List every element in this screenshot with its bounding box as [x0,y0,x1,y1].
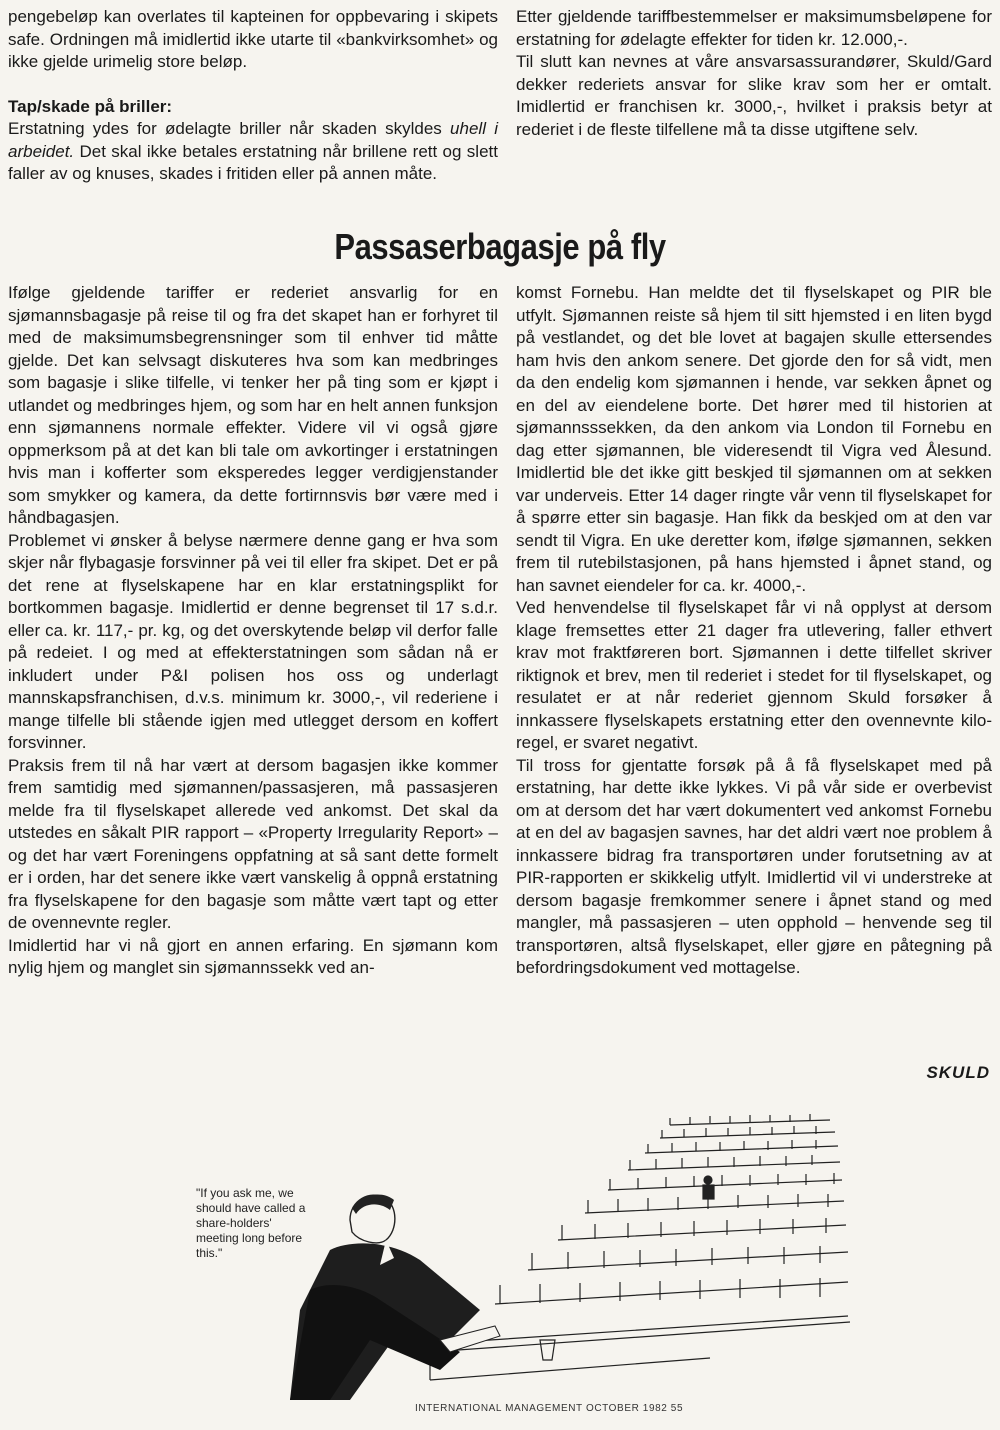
top-right-column [516,6,992,141]
glasses-text-after: Det skal ikke betales erstatning når brillene rett og slett faller av og knuses, skades i fritiden eller på annen måte. [8,141,498,183]
glasses-text-italic: uhell i arbeidet. [8,119,498,161]
glasses-subheading: Tap/skade på briller: [8,96,173,116]
article-title: Passaserbagasje på fly [334,226,666,267]
distant-figure [703,1176,714,1199]
article-paragraph: Til tross for gjentatte forsøk på å få flyselskapet med på erstatning, har dette ikke lykkes. Vi på vår side er overbevist om at dersom det har vært dokumentert ved ankomst Fornebu at en del av bagasjen savnes, har det aldri vært noe problem å innkassere bidrag fra transportøren under forutsetning av at PIR-rapporten er skikkelig utfylt. Imidlertid vil vi understreke at dersom bagasje fremkommer senere i åpnet stand og med mangler, må passasjeren – uten opphold – henvende seg til transportøren, altså flyselskapet, eller gjøre en påtegning på befordringsdokument ved mottagelse. [516,755,992,977]
article-paragraph: Problemet vi ønsker å belyse nærmere denne gang er hva som skjer når flybagasje forsvinner på vei til eller fra skipet. Det er på det rene at flyselskapene har en klar erstatningsplikt for bortkommen bagasje. Imidlertid er denne begrenset til 17 s.d.r. eller ca. kr. 117,- pr. kg, og det overskytende beløp vil derfor falle på redeiet. I og med at effekterstatningen som sådan nå er inkludert under P&I polisen hos oss og underlagt mannskapsfranchisen, d.v.s. minimum kr. 3000,-, vil rederiene i mange tilfelle bli stående igjen med utlegget dersom en koffert forsvinner. [8,530,498,752]
author-signature: SKULD [926,1063,990,1082]
article-right-column [516,282,992,980]
empty-seats [460,1114,848,1342]
article-paragraph: Ifølge gjeldende tariffer er rederiet ansvarlig for en sjømannsbagasje på reise til og fra det skapet han er forhyret til med de maksimumsbegrensninger som til enhver tid måtte gjelde. Det kan selvsagt diskuteres hva som kan medbringes som bagasje i slike tilfelle, vi tenker her på ting som er kjøpt i utlandet og medbringes hjem, og som har en helt annen funksjon enn sjømannens normale effekter. Videre vil vi også gjøre oppmerksom på at det kan bli tale om avkortinger i erstatningen hvis man i kofferter som eksperedes legger verdigjenstander som smykker og kamera, da dette fortirnnsvis bør være med i håndbagasjen. [8,283,498,527]
tariff-paragraph: Etter gjeldende tariffbestemmelser er maksimumsbeløpene for erstatning for ødelagte effekter for tiden kr. 12.000,-. [516,7,992,49]
foreground-men [290,1194,500,1400]
article-left-column [8,282,498,980]
glasses-text-before: Erstatning ydes for ødelagte briller når skaden skyldes [8,119,442,138]
cartoon-illustration [290,1090,850,1400]
insurer-paragraph: Til slutt kan nevnes at våre ansvarsassurandører, Skuld/Gard dekker rederiets ansvar for slike krav som her er omtalt. Imidlertid er franchisen kr. 3000,-, hvilket i praksis betyr at rederiet i de fleste tilfellene må ta disse utgiftene selv. [516,52,992,139]
article-paragraph: Ved henvendelse til flyselskapet får vi nå opplyst at dersom klage fremsettes etter 21 dager fra utlevering, faller ethvert krav mot fraktføreren bort. Sjømannen i dette tilfellet skriver riktignok et brev, men til rederiet i stedet for til flyselskapet, og resulatet er at når rederiet gjennom Skuld forsøker å innkassere flyselskapets erstatning etter den ovennevnte kilo-regel, er svaret negativt. [516,598,992,752]
article-paragraph: komst Fornebu. Han meldte det til flyselskapet og PIR ble utfylt. Sjømannen reiste så hjem til sitt hjemsted i en liten bygd på vestlandet, og det ble lovet at bagajen skulle ettersendes ham hvis den ankom senere. Det gjorde den for så vidt, men da den endelig kom sjømannen i hende, var sekken åpnet og en del av eiendelene borte. Det hører med til historien at sjømannsssekken, da den ankom via London til Fornebu en dag etter sjømannen, ble videresendt til Vigra ved Ålesund. Imidlertid ble det ikke gitt beskjed til sjømannen om at sekken var underveis. Etter 14 dager ringte vår venn til flyselskapet for å spørre etter sin bagasje. Han fikk da beskjed om at den var sendt til Vigra. En uke deretter kom, ifølge sjømannen, sekken frem til rutebilstasjonen, på hans hjemsted i åpnet stand, og han savnet eiendeler for ca. kr. 4000,-. [516,283,992,595]
article-paragraph: Praksis frem til nå har vært at dersom bagasjen ikke kommer frem samtidig med sjømannen/passasjeren, må passasjeren melde fra til flyselskapet allerede ved ankomst. Det skal da utstedes en såkalt PIR rapport – «Property Irregularity Report» – og det har vært Foreningens oppfatning at så sant dette formelt er i orden, har det senere ikke vært vanskelig å oppnå erstatning fra flyselskapene for den bagasje som måtte vært tapt og etter de ovennevnte regler. [8,755,498,932]
cartoon-caption: "If you ask me, we should have called a share-holders' meeting long before this." [196,1186,306,1260]
intro-paragraph: pengebeløp kan overlates til kapteinen for oppbevaring i skipets safe. Ordningen må imidlertid ikke utarte til «bankvirksomhet» og ikke gjelde urimelig store beløp. [8,7,498,71]
top-left-column [8,6,498,186]
article-paragraph: Imidlertid har vi nå gjort en annen erfaring. En sjømann kom nylig hjem og manglet sin sjømannssekk ved an- [8,935,498,977]
page-footer: INTERNATIONAL MANAGEMENT OCTOBER 1982 55 [415,1403,684,1414]
glasses-paragraph [8,118,498,186]
